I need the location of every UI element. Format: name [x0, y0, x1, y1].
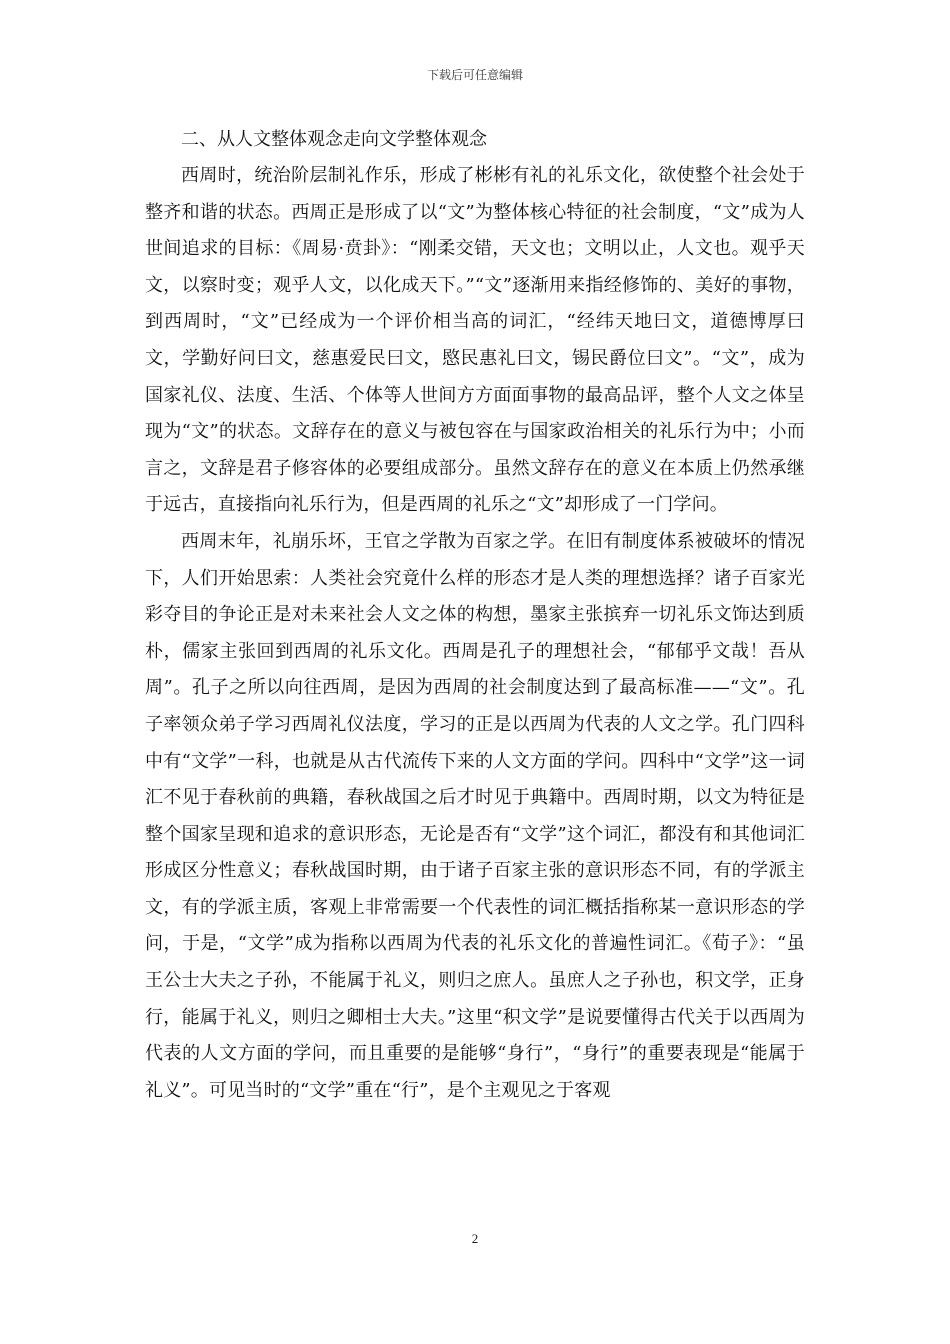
page-number: 2	[471, 1231, 479, 1246]
document-body	[145, 122, 805, 1109]
paragraph-2: 西周末年，礼崩乐坏，王官之学散为百家之学。在旧有制度体系被破坏的情况下，人们开始思索：人类社会究竟什么样的形态才是人类的理想选择？诸子百家光彩夺目的争论正是对未来社会人文之体的构想，墨家主张摈弃一切礼乐文饰达到质朴，儒家主张回到西周的礼乐文化。西周是孔子的理想社会，“郁郁乎文哉！吾从周”。孔子之所以向往西周，是因为西周的社会制度达到了最高标准——“文”。孔子率领众弟子学习西周礼仪法度，学习的正是以西周为代表的人文之学。孔门四科中有“文学”一科，也就是从古代流传下来的人文方面的学问。四科中“文学”这一词汇不见于春秋前的典籍，春秋战国之后才时见于典籍中。西周时期，以文为特征是整个国家呈现和追求的意识形态，无论是否有“文学”这个词汇，都没有和其他词汇形成区分性意义；春秋战国时期，由于诸子百家主张的意识形态不同，有的学派主文，有的学派主质，客观上非常需要一个代表性的词汇概括指称某一意识形态的学问，于是，“文学”成为指称以西周为代表的礼乐文化的普遍性词汇。《荀子》：“虽王公士大夫之子孙，不能属于礼义，则归之庶人。虽庶人之子孙也，积文学，正身行，能属于礼义，则归之卿相士大夫。”这里“积文学”是说要懂得古代关于以西周为代表的人文方面的学问，而且重要的是能够“身行”，“身行”的重要表现是“能属于礼义”。可见当时的“文学”重在“行”，是个主观见之于客观	[145, 530, 805, 1101]
paragraph-1: 西周时，统治阶层制礼作乐，形成了彬彬有礼的礼乐文化，欲使整个社会处于整齐和谐的状态。西周正是形成了以“文”为整体核心特征的社会制度，“文”成为人世间追求的目标：《周易·贲卦》：“刚柔交错，天文也；文明以止，人文也。观乎天文，以察时变；观乎人文，以化成天下。”“文”逐渐用来指经修饰的、美好的事物，到西周时，“文”已经成为一个评价相当高的词汇，“经纬天地曰文，道德博厚曰文，学勤好问曰文，慈惠爱民曰文，愍民惠礼曰文，锡民爵位曰文”。“文”，成为国家礼仪、法度、生活、个体等人世间方方面面事物的最高品评，整个人文之体呈现为“文”的状态。文辞存在的意义与被包容在与国家政治相关的礼乐行为中；小而言之，文辞是君子修容体的必要组成部分。虽然文辞存在的意义在本质上仍然承继于远古，直接指向礼乐行为，但是西周的礼乐之“文”却形成了一门学问。	[145, 165, 805, 516]
section-heading: 二、从人文整体观念走向文学整体观念	[181, 129, 487, 150]
page-header: 下载后可任意编辑	[426, 68, 523, 82]
